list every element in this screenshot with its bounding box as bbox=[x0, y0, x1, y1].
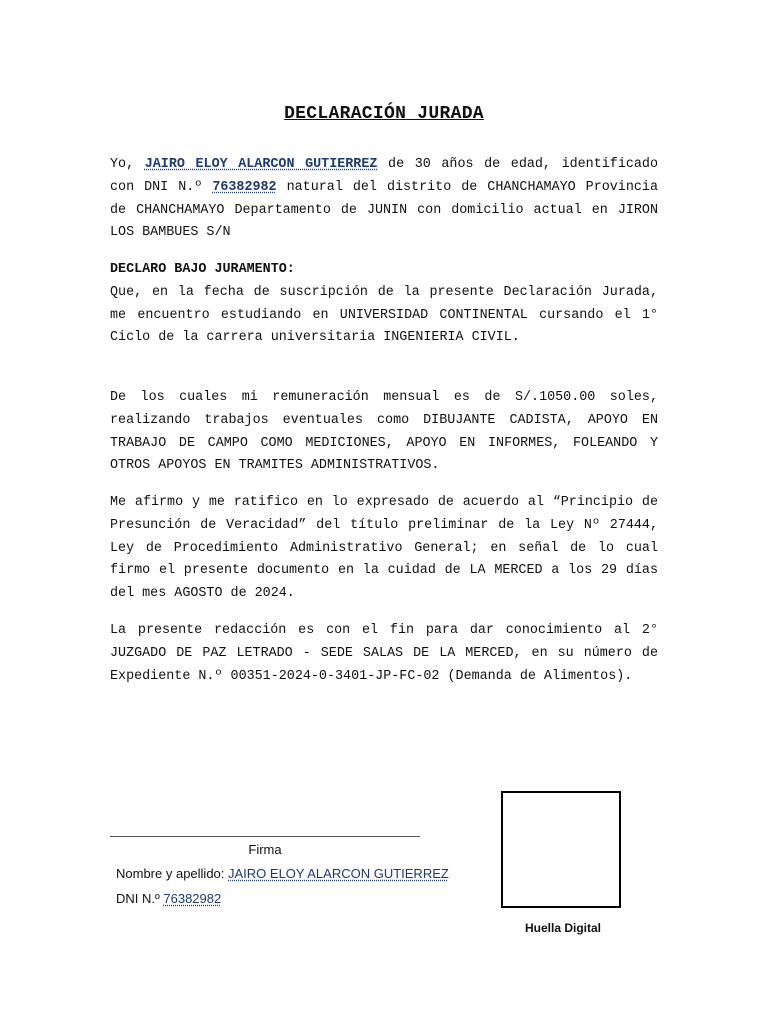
signature-name: JAIRO ELOY ALARCON GUTIERREZ bbox=[228, 866, 449, 881]
fingerprint-box bbox=[501, 791, 621, 908]
p1-text-1: Yo, bbox=[110, 157, 135, 172]
signature-dni-row bbox=[116, 891, 221, 906]
signature-line bbox=[110, 836, 420, 837]
paragraph-ratification: Me afirmo y me ratifico en lo expresado de acuerdo al “Principio de Presunción de Veracidad” del título preliminar de la Ley Nº 27444, Ley de Procedimiento Administrativo General; en señal de lo cual firmo el presente documento en la cuidad de LA MERCED a los 29 días del mes AGOSTO de 2024. bbox=[110, 495, 658, 602]
declaration-heading: DECLARO BAJO JURAMENTO: bbox=[110, 262, 295, 277]
paragraph-income: De los cuales mi remuneración mensual es de S/.1050.00 soles, realizando trabajos eventuales como DIBUJANTE CADISTA, APOYO EN TRABAJO DE CAMPO COMO MEDICIONES, APOYO EN INFORMES, FOLEANDO Y OTROS APOYOS EN TRAMITES ADMINISTRATIVOS. bbox=[110, 390, 658, 474]
signature-dni: 76382982 bbox=[163, 891, 222, 906]
declarant-dni: 76382982 bbox=[212, 179, 277, 195]
p1-text-3: natural del distrito de CHANCHAMAYO Provincia de CHANCHAMAYO Departamento de JUNIN con domicilio actual en JIRON LOS BAMBUES S/N bbox=[110, 179, 658, 241]
signature-name-label: Nombre y apellido: bbox=[116, 866, 225, 881]
signature-name-row bbox=[116, 866, 449, 881]
paragraph-purpose: La presente redacción es con el fin para dar conocimiento al 2° JUZGADO DE PAZ LETRADO - SEDE SALAS DE LA MERCED, en su número de Expediente N.º 00351-2024-0-3401-JP-FC-02 (Demanda de Alimentos). bbox=[110, 623, 658, 684]
document-title: DECLARACIÓN JURADA bbox=[284, 104, 484, 124]
declaration-text: Que, en la fecha de suscripción de la presente Declaración Jurada, me encuentro estudiando en UNIVERSIDAD CONTINENTAL cursando el 1° Ciclo de la carrera universitaria INGENIERIA CIVIL. bbox=[110, 284, 658, 346]
declarant-name: JAIRO ELOY ALARCON GUTIERREZ bbox=[144, 157, 378, 172]
fingerprint-label: Huella Digital bbox=[524, 921, 601, 935]
signature-dni-label: DNI N.º bbox=[116, 891, 160, 906]
paragraph-identification bbox=[110, 154, 658, 245]
p1-text-2: de 30 años de edad, identificado con DNI N.º bbox=[110, 157, 658, 195]
paragraph-declaration bbox=[110, 259, 658, 350]
signature-label: Firma bbox=[248, 842, 282, 857]
